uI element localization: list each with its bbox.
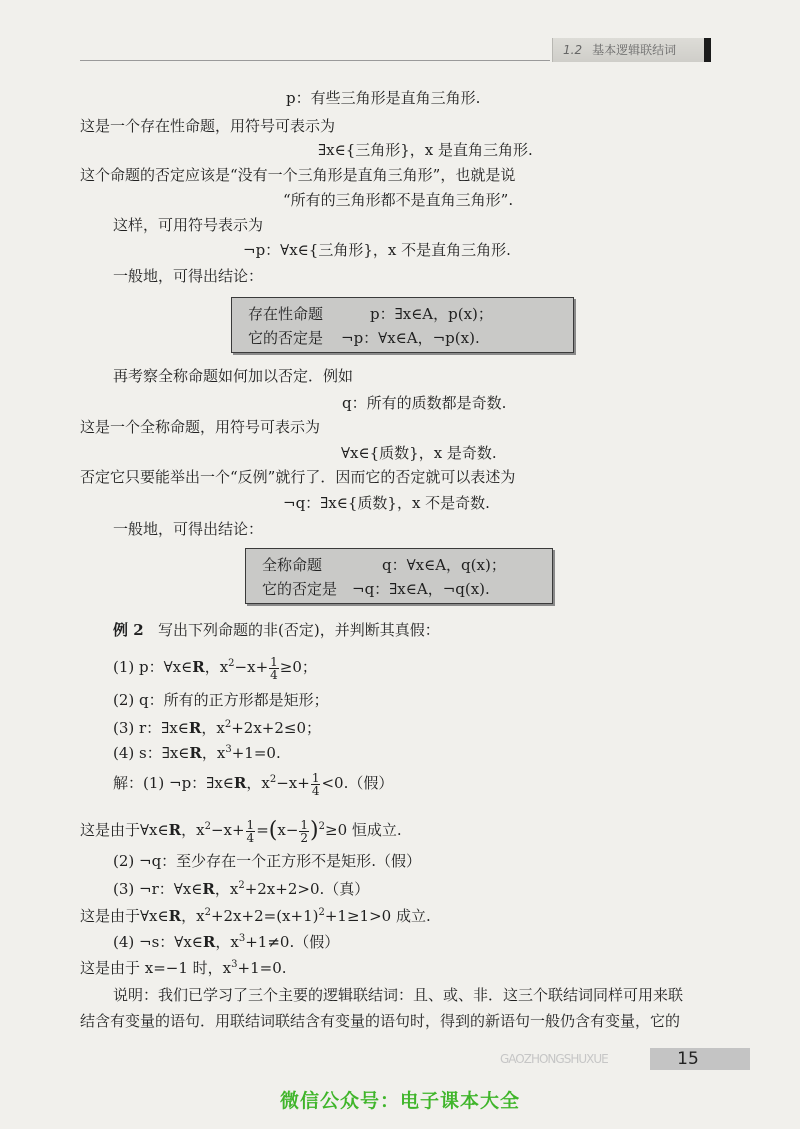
box-label: 存在性命题 — [248, 305, 324, 323]
box-formula: p：∃x∈A，p(x)； — [370, 305, 493, 323]
section-title: 基本逻辑联结词 — [592, 43, 677, 57]
text-line: 一般地，可得出结论： — [113, 267, 264, 285]
text-line: 这样，可用符号表示为 — [113, 216, 264, 234]
example-prompt: 写出下列命题的非(否定)，并判断其真假： — [157, 621, 440, 639]
watermark-text: 微信公众号：电子课本大全 — [279, 1090, 520, 1112]
text-line: 再考察全称命题如何加以否定．例如 — [113, 367, 354, 385]
proposition-p: p：有些三角形是直角三角形. — [286, 89, 481, 107]
box-formula: q：∀x∈A，q(x)； — [382, 556, 506, 574]
header-rule — [80, 60, 550, 61]
solution-2: (2) ¬q：至少存在一个正方形不是矩形.（假） — [113, 852, 421, 870]
section-number: 1.2 — [563, 43, 583, 57]
fraction-one-quarter: $\frac{1}{4}$ — [246, 817, 255, 845]
box-label: 它的否定是 — [248, 329, 324, 347]
solution-4: (4) ¬s：∀x∈R，$x^3+1\ne 0$.（假） — [113, 933, 340, 951]
fraction-one-quarter: $\frac{1}{4}$ — [270, 654, 278, 682]
formula-line: ¬p：∀x∈{三角形}，x 不是直角三角形. — [243, 241, 511, 259]
conclusion-box-existential — [231, 297, 574, 353]
formula-line: ∃x∈{三角形}，x 是直角三角形. — [318, 141, 533, 159]
example-item-1: (1) p：∀x∈R，$x^2-x+$ $\frac{1}{4}$ ≥0； — [113, 654, 317, 682]
box-formula: ¬p：∀x∈A，¬p(x). — [341, 329, 480, 347]
text-line: 这是一个全称命题，用符号可表示为 — [80, 418, 321, 436]
solution-3: (3) ¬r：∀x∈R，$x^2+2x+2>0$.（真） — [113, 880, 370, 898]
example-item-3: (3) r：∃x∈R，$x^2+2x+2\le 0$； — [113, 719, 321, 737]
section-header-tab — [552, 38, 706, 62]
note-line: 说明：我们已学习了三个主要的逻辑联结词：且、或、非．这三个联结词同样可用来联 — [113, 986, 684, 1004]
solution-1-reason: 这是由于∀x∈R，$x^2-x+$ $\frac{1}{4}$ =(x− $\frac{1}{2}$ )$^2$≥0 恒成立. — [80, 817, 402, 845]
note-line: 结含有变量的语句．用联结词联结含有变量的语句时，得到的新语句一般仍含有变量，它的 — [80, 1012, 681, 1030]
example-item-4: (4) s：∃x∈R，$x^3+1=0$. — [113, 744, 281, 762]
text-line: 这是一个存在性命题，用符号可表示为 — [80, 117, 336, 135]
page-number: 15 — [677, 1049, 699, 1069]
proposition-q: q：所有的质数都是奇数. — [342, 394, 507, 412]
formula-line: ¬q：∃x∈{质数}，x 不是奇数. — [283, 494, 490, 512]
formula-line: ∀x∈{质数}，x 是奇数. — [341, 444, 497, 462]
solution-4-reason: 这是由于 x=−1 时，$x^3+1=0$. — [80, 959, 287, 977]
example-item-2: (2) q：所有的正方形都是矩形； — [113, 691, 329, 709]
solution-3-reason: 这是由于∀x∈R，$x^2+2x+2=(x+1)^2+1\ge 1>0$ 成立. — [80, 907, 431, 925]
section-marker-bar — [704, 38, 711, 62]
fraction-one-quarter: $\frac{1}{4}$ — [311, 770, 320, 798]
text-line: 一般地，可得出结论： — [113, 520, 264, 538]
solution-1: 解：(1) ¬p：∃x∈R，$x^2-x+$ $\frac{1}{4}$ <0.（假） — [113, 770, 394, 798]
text-line: 否定它只要能举出一个“反例”就行了．因而它的否定就可以表述为 — [80, 468, 516, 486]
fraction-one-half: $\frac{1}{2}$ — [300, 817, 309, 845]
example-heading — [113, 620, 440, 640]
text-line: “所有的三角形都不是直角三角形”. — [283, 191, 514, 209]
text-line: 这个命题的否定应该是“没有一个三角形是直角三角形”，也就是说 — [80, 166, 516, 184]
footer-brand-text: GAOZHONGSHUXUE — [500, 1052, 608, 1066]
box-formula: ¬q：∃x∈A，¬q(x). — [352, 580, 490, 598]
conclusion-box-universal — [245, 548, 553, 604]
box-label: 它的否定是 — [262, 580, 338, 598]
box-label: 全称命题 — [262, 556, 323, 574]
example-label: 例 2 — [113, 621, 144, 639]
